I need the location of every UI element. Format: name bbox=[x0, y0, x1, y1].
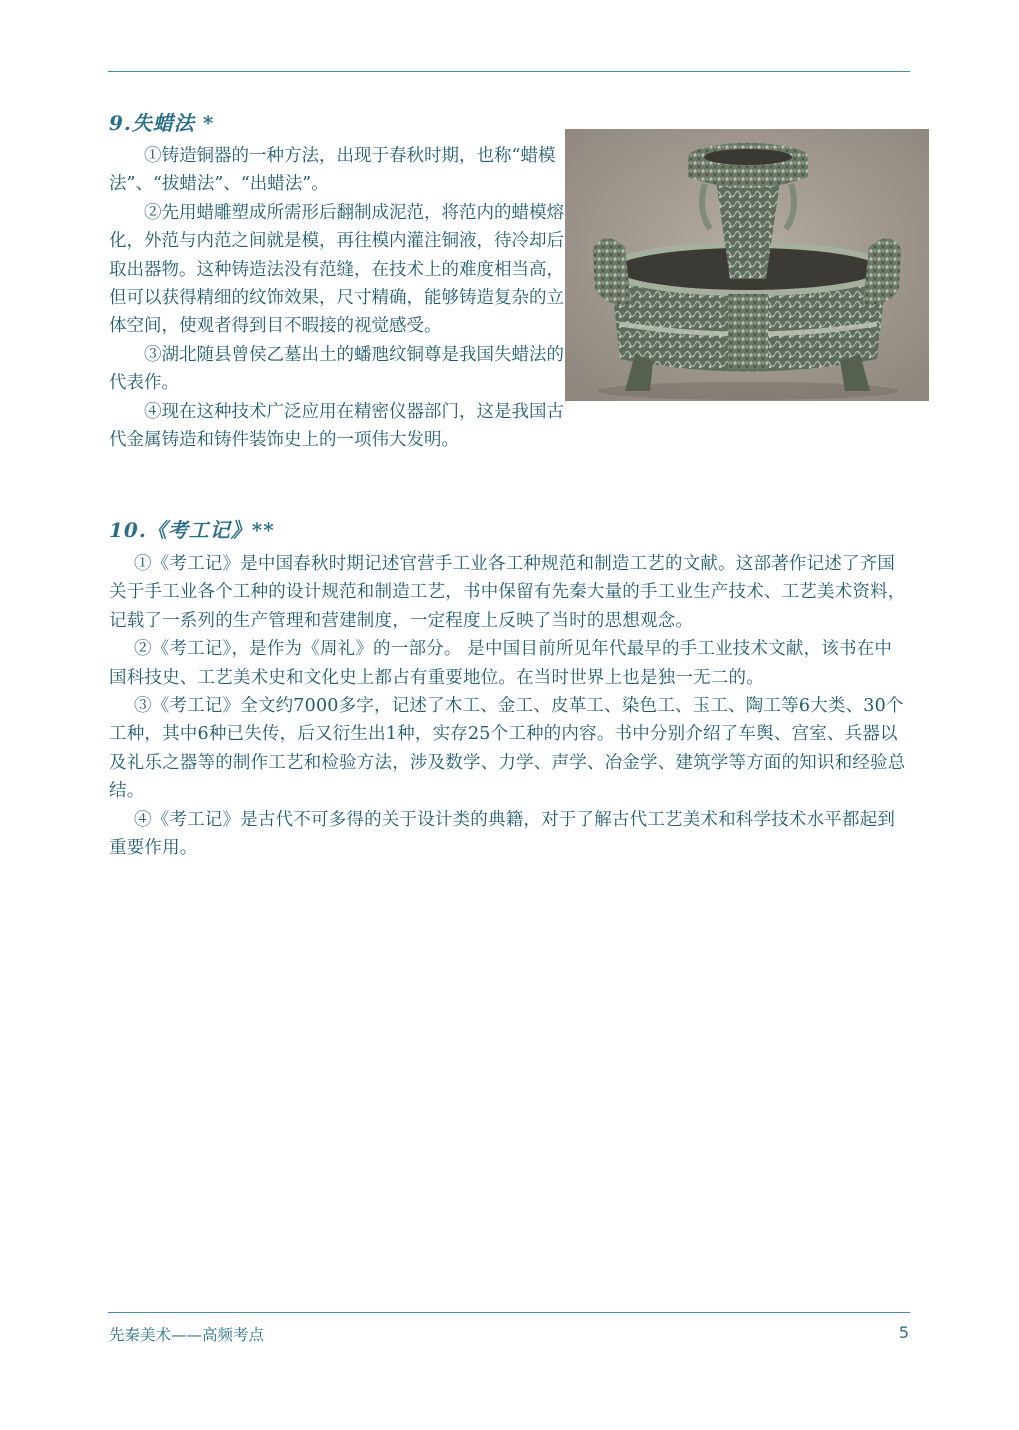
section-9-paragraph-1: ①铸造铜器的一种方法，出现于春秋时期，也称“蜡模法”、“拔蜡法”、“出蜡法”。 bbox=[109, 146, 556, 195]
section-9-body bbox=[109, 142, 564, 454]
section-10-paragraph-3: ③《考工记》全文约7000多字，记述了木工、金工、皮革工、染色工、玉工、陶工等6大类、30个工种，其中6种已失传，后又衍生出1种，实存25个工种的内容。书中分别介绍了车舆、宫室、兵器以及礼乐之器等的制作工艺和检验方法，涉及数学、力学、声学、冶金学、建筑学等方面的知识和经验总结。 bbox=[109, 696, 906, 802]
section-9-paragraph-4: ④现在这种技术广泛应用在精密仪器部门，这是我国古代金属铸造和铸件装饰史上的一项伟大发明。 bbox=[109, 401, 564, 451]
section-9-paragraph-2: ②先用蜡雕塑成所需形后翻制成泥范，将范内的蜡模熔化，外范与内范之间就是模，再往模内灌注铜液，待冷却后取出器物。这种铸造法没有范缝，在技术上的难度相当高，但可以获得精细的纹饰效果，尺寸精确，能够铸造复杂的立体空间，使观者得到目不暇接的视觉感受。 bbox=[109, 202, 564, 337]
section-10-body bbox=[109, 550, 909, 862]
footer-title: 先秦美术——高频考点 bbox=[109, 1326, 265, 1344]
bronze-zun-illustration bbox=[565, 129, 929, 401]
section-10-paragraph-2: ②《考工记》，是作为《周礼》的一部分。 是中国目前所见年代最早的手工业技术文献，该书在中国科技史、工艺美术史和文化史上都占有重要地位。在当时世界上也是独一无二的。 bbox=[109, 639, 893, 688]
section-10-heading: 10.《考工记》** bbox=[109, 518, 275, 542]
section-10-paragraph-4: ④《考工记》是古代不可多得的关于设计类的典籍，对于了解古代工艺美术和科学技术水平都起到重要作用。 bbox=[109, 809, 896, 859]
bronze-zun-photo bbox=[565, 129, 929, 401]
section-10-paragraph-1: ①《考工记》是中国春秋时期记述官营手工业各工种规范和制造工艺的文献。这部著作记述了齐国关于手工业各个工种的设计规范和制造工艺，书中保留有先秦大量的手工业生产技术、工艺美术资料，记载了一系列的生产管理和营建制度，一定程度上反映了当时的思想观念。 bbox=[109, 554, 906, 631]
page-number: 5 bbox=[898, 1323, 909, 1342]
section-9-heading: 9.失蜡法 * bbox=[109, 111, 215, 135]
footer-rule bbox=[108, 1312, 910, 1313]
header-rule bbox=[108, 71, 910, 72]
section-9-paragraph-3: ③湖北随县曾侯乙墓出土的蟠虺纹铜尊是我国失蜡法的代表作。 bbox=[109, 344, 564, 394]
